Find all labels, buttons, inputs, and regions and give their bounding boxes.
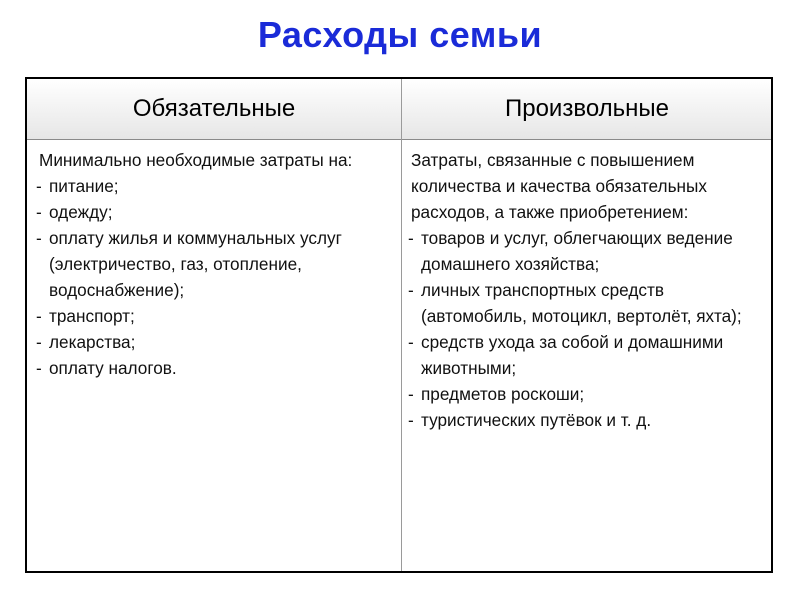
- list-item: [37, 329, 399, 355]
- list-item-text: питание;: [49, 176, 119, 196]
- list-item: [409, 329, 769, 381]
- dash-marker: -: [408, 410, 414, 430]
- dash-marker: -: [408, 228, 414, 248]
- discretionary-intro: Затраты, связанные с повышением количества и качества обязательных расходов, а также приобретением:: [411, 150, 707, 222]
- dash-marker: -: [36, 358, 42, 378]
- list-item-text: товаров и услуг, облегчающих ведение домашнего хозяйства;: [421, 228, 733, 274]
- list-item-text: транспорт;: [49, 306, 135, 326]
- dash-marker: -: [36, 176, 42, 196]
- list-item: [37, 355, 399, 381]
- expenses-table: [25, 77, 773, 573]
- list-item: [37, 225, 399, 303]
- page-title: Расходы семьи: [257, 14, 543, 55]
- dash-marker: -: [408, 384, 414, 404]
- list-item: [37, 303, 399, 329]
- list-item-text: одежду;: [49, 202, 113, 222]
- header-mandatory: Обязательные: [132, 95, 296, 122]
- mandatory-intro: Минимально необходимые затраты на:: [39, 150, 353, 170]
- dash-marker: -: [36, 306, 42, 326]
- discretionary-cell: [409, 147, 769, 433]
- list-item-text: средств ухода за собой и домашними животными;: [421, 332, 724, 378]
- list-item-text: лекарства;: [49, 332, 136, 352]
- list-item: [409, 381, 769, 407]
- dash-marker: -: [36, 202, 42, 222]
- list-item: [409, 225, 769, 277]
- mandatory-cell: [37, 147, 399, 381]
- list-item-text: личных транспортных средств (автомобиль, мотоцикл, вертолёт, яхта);: [421, 280, 742, 326]
- column-divider: [401, 79, 402, 571]
- list-item-text: туристических путёвок и т. д.: [421, 410, 652, 430]
- list-item: [409, 277, 769, 329]
- dash-marker: -: [36, 228, 42, 248]
- list-item-text: оплату жилья и коммунальных услуг (электричество, газ, отопление, водоснабжение);: [49, 228, 342, 300]
- list-item-text: оплату налогов.: [49, 358, 177, 378]
- dash-marker: -: [36, 332, 42, 352]
- list-item: [409, 407, 769, 433]
- list-item: [37, 199, 399, 225]
- list-item-text: предметов роскоши;: [421, 384, 585, 404]
- list-item: [37, 173, 399, 199]
- dash-marker: -: [408, 280, 414, 300]
- header-discretionary: Произвольные: [504, 95, 669, 122]
- dash-marker: -: [408, 332, 414, 352]
